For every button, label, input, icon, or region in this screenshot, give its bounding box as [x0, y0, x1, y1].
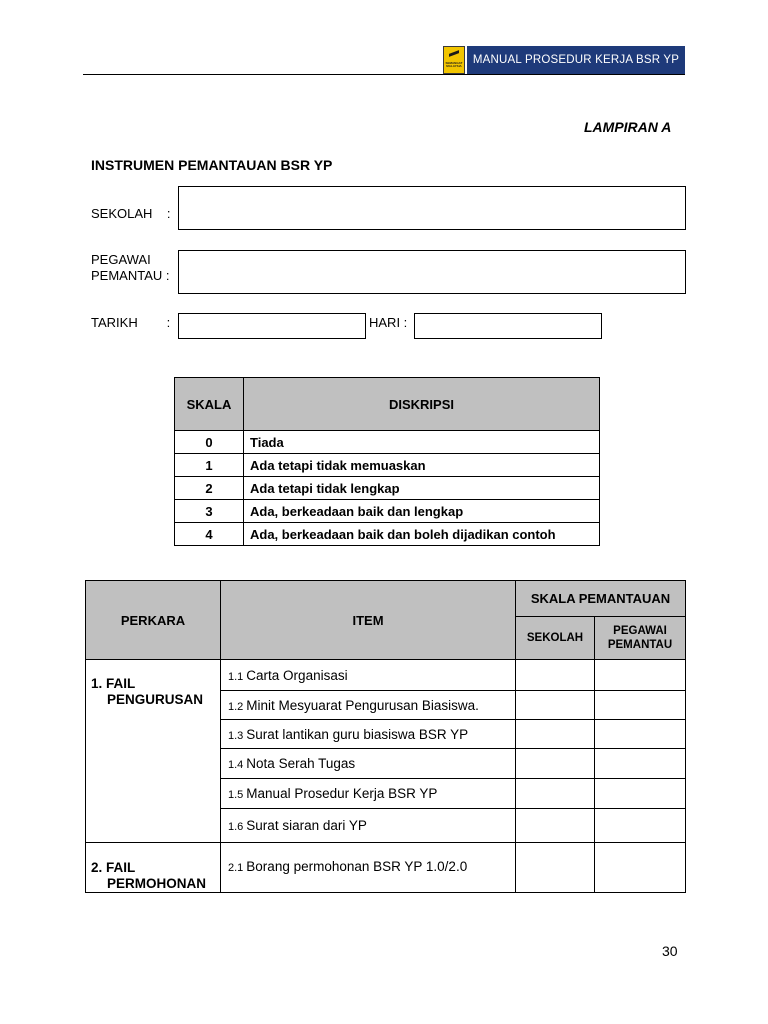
scale-value: 4 — [175, 523, 244, 546]
pegawai-label-line1: PEGAWAI — [91, 252, 151, 267]
header-item: ITEM — [221, 581, 516, 660]
scale-value: 3 — [175, 500, 244, 523]
perkara-line1: 1. FAIL — [91, 676, 136, 691]
scale-value: 2 — [175, 477, 244, 500]
item-cell — [221, 809, 516, 843]
semangat-malaysia-logo — [443, 46, 465, 74]
logo-text: SEMANGAT MALAYSIA — [445, 61, 463, 68]
score-cell-pegawai[interactable] — [595, 720, 686, 749]
score-cell-pegawai[interactable] — [595, 660, 686, 691]
perkara-fail-pengurusan — [86, 660, 221, 843]
item-number: 1.5 — [228, 789, 244, 801]
pegawai-label-line2: PEMANTAU : — [91, 268, 170, 283]
table-row — [175, 454, 600, 477]
item-text: Minit Mesyuarat Pengurusan Biasiswa. — [246, 697, 479, 713]
header-divider — [83, 74, 685, 75]
item-text: Manual Prosedur Kerja BSR YP — [246, 786, 438, 801]
scale-description: Ada tetapi tidak lengkap — [244, 477, 600, 500]
header-pegawai-line2: PEMANTAU — [607, 639, 673, 651]
scale-header-row — [175, 378, 600, 431]
table-row — [175, 523, 600, 546]
scale-header-skala: SKALA — [175, 378, 244, 431]
item-cell — [221, 660, 516, 691]
scale-description: Tiada — [244, 431, 600, 454]
item-cell — [221, 749, 516, 779]
scale-value: 0 — [175, 431, 244, 454]
item-number: 1.6 — [228, 821, 244, 833]
item-text: Borang permohonan BSR YP 1.0/2.0 — [246, 859, 468, 874]
score-cell-pegawai[interactable] — [595, 809, 686, 843]
score-cell-sekolah[interactable] — [516, 779, 595, 809]
score-cell-sekolah[interactable] — [516, 749, 595, 779]
tarikh-label: TARIKH : — [91, 315, 171, 330]
lampiran-label: LAMPIRAN A — [584, 119, 672, 135]
header-banner: MANUAL PROSEDUR KERJA BSR YP — [467, 46, 685, 74]
item-number: 1.2 — [228, 700, 244, 713]
header-perkara: PERKARA — [86, 581, 221, 660]
item-text: Surat siaran dari YP — [246, 818, 367, 833]
item-text: Carta Organisasi — [246, 667, 348, 683]
page-number: 30 — [662, 943, 678, 959]
header-sekolah: SEKOLAH — [516, 617, 595, 660]
header-pegawai-line1: PEGAWAI — [613, 625, 667, 637]
score-cell-pegawai[interactable] — [595, 779, 686, 809]
item-number: 1.4 — [228, 759, 244, 771]
document-title: INSTRUMEN PEMANTAUAN BSR YP — [91, 157, 333, 173]
item-text: Surat lantikan guru biasiswa BSR YP — [246, 726, 469, 742]
hari-field[interactable] — [414, 313, 602, 339]
scale-header-diskripsi: DISKRIPSI — [244, 378, 600, 431]
score-cell-sekolah[interactable] — [516, 660, 595, 691]
item-cell — [221, 720, 516, 749]
item-cell — [221, 779, 516, 809]
table-row — [175, 477, 600, 500]
perkara-line1: 2. FAIL — [91, 860, 136, 875]
monitoring-table — [85, 580, 686, 893]
hari-label: HARI : — [369, 315, 408, 330]
score-cell-sekolah[interactable] — [516, 720, 595, 749]
perkara-fail-permohonan — [86, 843, 221, 893]
item-cell — [221, 691, 516, 720]
scale-table — [174, 377, 600, 546]
pegawai-pemantau-field[interactable] — [178, 250, 686, 294]
score-cell-pegawai[interactable] — [595, 691, 686, 720]
scale-value: 1 — [175, 454, 244, 477]
table-row — [175, 431, 600, 454]
tarikh-field[interactable] — [178, 313, 366, 339]
item-number: 1.1 — [228, 670, 244, 683]
item-cell — [221, 843, 516, 893]
score-cell-sekolah[interactable] — [516, 691, 595, 720]
sekolah-label: SEKOLAH : — [91, 206, 171, 221]
scale-description: Ada, berkeadaan baik dan boleh dijadikan contoh — [244, 523, 600, 546]
score-cell-pegawai[interactable] — [595, 843, 686, 893]
score-cell-sekolah[interactable] — [516, 843, 595, 893]
header-skala-pemantauan: SKALA PEMANTAUAN — [516, 581, 686, 617]
perkara-line2: PENGURUSAN — [107, 692, 204, 707]
score-cell-sekolah[interactable] — [516, 809, 595, 843]
table-row — [175, 500, 600, 523]
item-number: 2.1 — [228, 862, 244, 874]
item-text: Nota Serah Tugas — [246, 756, 356, 771]
perkara-line2: PERMOHONAN — [107, 876, 207, 891]
header-pegawai-pemantau — [595, 617, 686, 660]
sekolah-field[interactable] — [178, 186, 686, 230]
score-cell-pegawai[interactable] — [595, 749, 686, 779]
scale-description: Ada tetapi tidak memuaskan — [244, 454, 600, 477]
table-row — [86, 843, 686, 893]
item-number: 1.3 — [228, 729, 244, 742]
scale-description: Ada, berkeadaan baik dan lengkap — [244, 500, 600, 523]
monitor-header-row — [86, 581, 686, 617]
table-row — [86, 660, 686, 691]
